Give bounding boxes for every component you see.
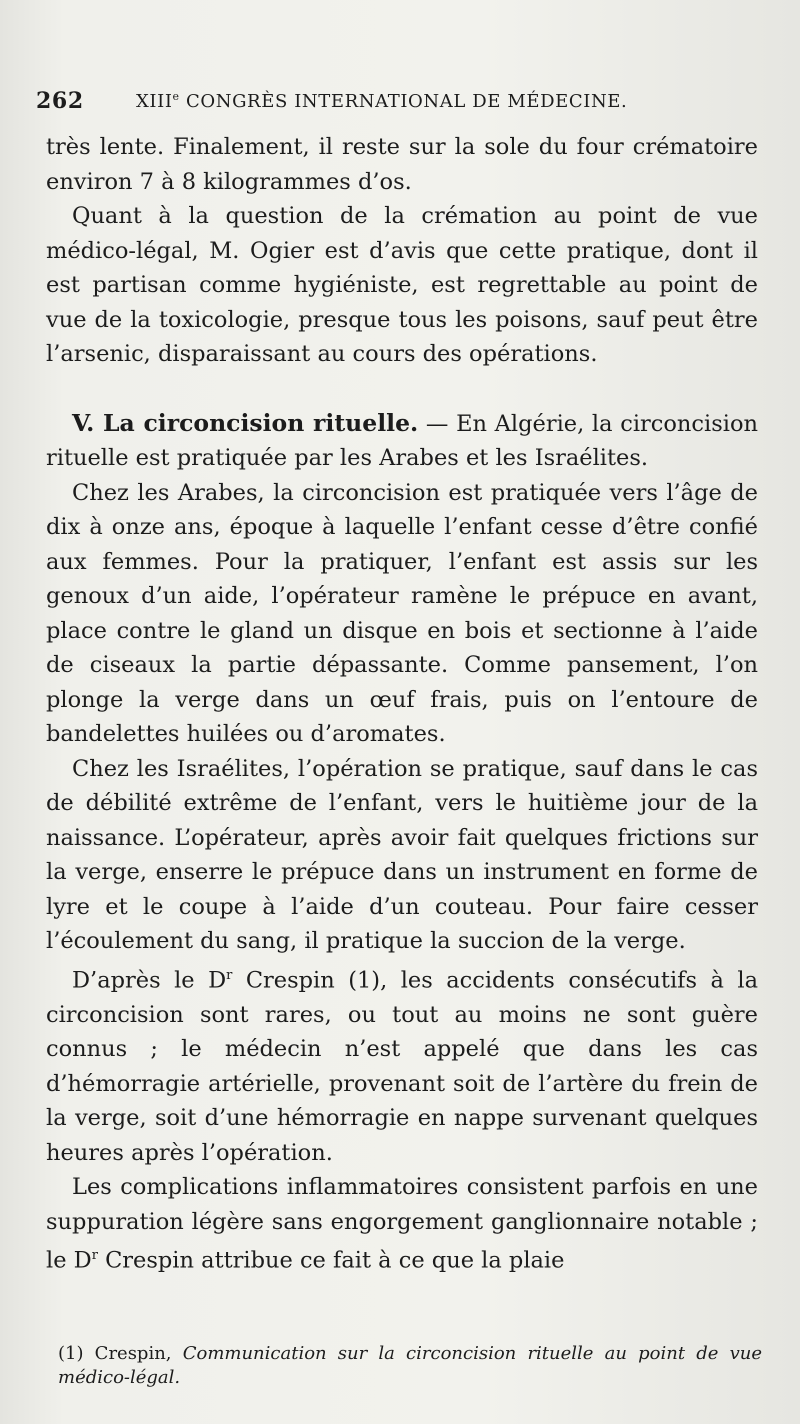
footnote-marker: (1) Crespin, — [58, 1343, 183, 1364]
running-title — [136, 90, 627, 112]
paragraph-accidents — [46, 959, 758, 1171]
page-header — [36, 88, 760, 118]
paragraph-complications — [46, 1170, 758, 1278]
paragraph-israelites: Chez les Israélites, l’opération se pratique, sauf dans le cas de débilité extrême de l’enfant, vers le huitième jour de la naissance. L’opérateur, après avoir fait quelques frictions sur la verge, enserre le prépuce dans un instrument en forme de lyre et le coupe à l’aide d’un couteau. Pour faire cesser l’écoulement du sang, il pratique la succion de la verge. — [46, 755, 758, 954]
complications-text-b: Crespin attribue ce fait à ce que la plaie — [97, 1247, 565, 1274]
running-title-sup: e — [172, 90, 180, 103]
accidents-text-b: Crespin (1), les accidents consécutifs à la circoncision sont rares, ou tout au moins ne sont guère connus ; le médecin n’est appelé que dans les cas d’hémorragie artérielle, provenant soit de l’artère du frein de la verge, soit d’une hémorragie en nappe survenant quelques heures après l’opération. — [46, 967, 758, 1166]
page-number: 262 — [36, 88, 84, 114]
complications-text-a: Les complications inflammatoires consistent parfois en une suppuration légère sans engorgement ganglionnaire notable ; le D — [46, 1174, 758, 1274]
paragraph-arabes: Chez les Arabes, la circoncision est pratiquée vers l’âge de dix à onze ans, époque à laquelle l’enfant cesse d’être confié aux femmes. Pour la pratiquer, l’enfant est assis sur les genoux d’un aide, l’opérateur ramène le prépuce en avant, place contre le gland un disque en bois et sectionne à l’aide de ciseaux la partie dépassante. Comme pansement, l’on plonge la verge dans un œuf frais, puis on l’entoure de bandelettes huilées ou d’aromates. — [46, 479, 758, 747]
footnote — [58, 1342, 762, 1390]
paragraph-medico-legal: Quant à la question de la crémation au point de vue médico-légal, M. Ogier est d’avis que cette pratique, dont il est partisan comme hygiéniste, est regrettable au point de vue de la toxicologie, presque tous les poisons, sauf peut être l’arsenic, disparaissant au cours des opérations. — [46, 203, 758, 367]
paragraph-cremation-end: très lente. Finalement, il reste sur la sole du four crématoire environ 7 à 8 kilogrammes d’os. — [46, 134, 758, 195]
running-title-prefix: XIII — [136, 91, 173, 112]
running-title-text: CONGRÈS INTERNATIONAL DE MÉDECINE. — [186, 91, 628, 112]
accidents-text-a: D’après le D — [72, 967, 227, 993]
body-text — [46, 130, 758, 1278]
section-title: V. La circoncision rituelle. — [72, 408, 419, 437]
section-intro: — En Algérie, la circoncision rituelle est pratiquée par les Arabes et les Israélites. — [46, 410, 758, 471]
complications-sup: r — [91, 1248, 98, 1263]
footnote-title: Communication sur la circoncision rituelle au point de vue médico-légal. — [58, 1343, 762, 1388]
paragraph-section-v — [46, 406, 758, 476]
accidents-sup: r — [226, 967, 233, 983]
